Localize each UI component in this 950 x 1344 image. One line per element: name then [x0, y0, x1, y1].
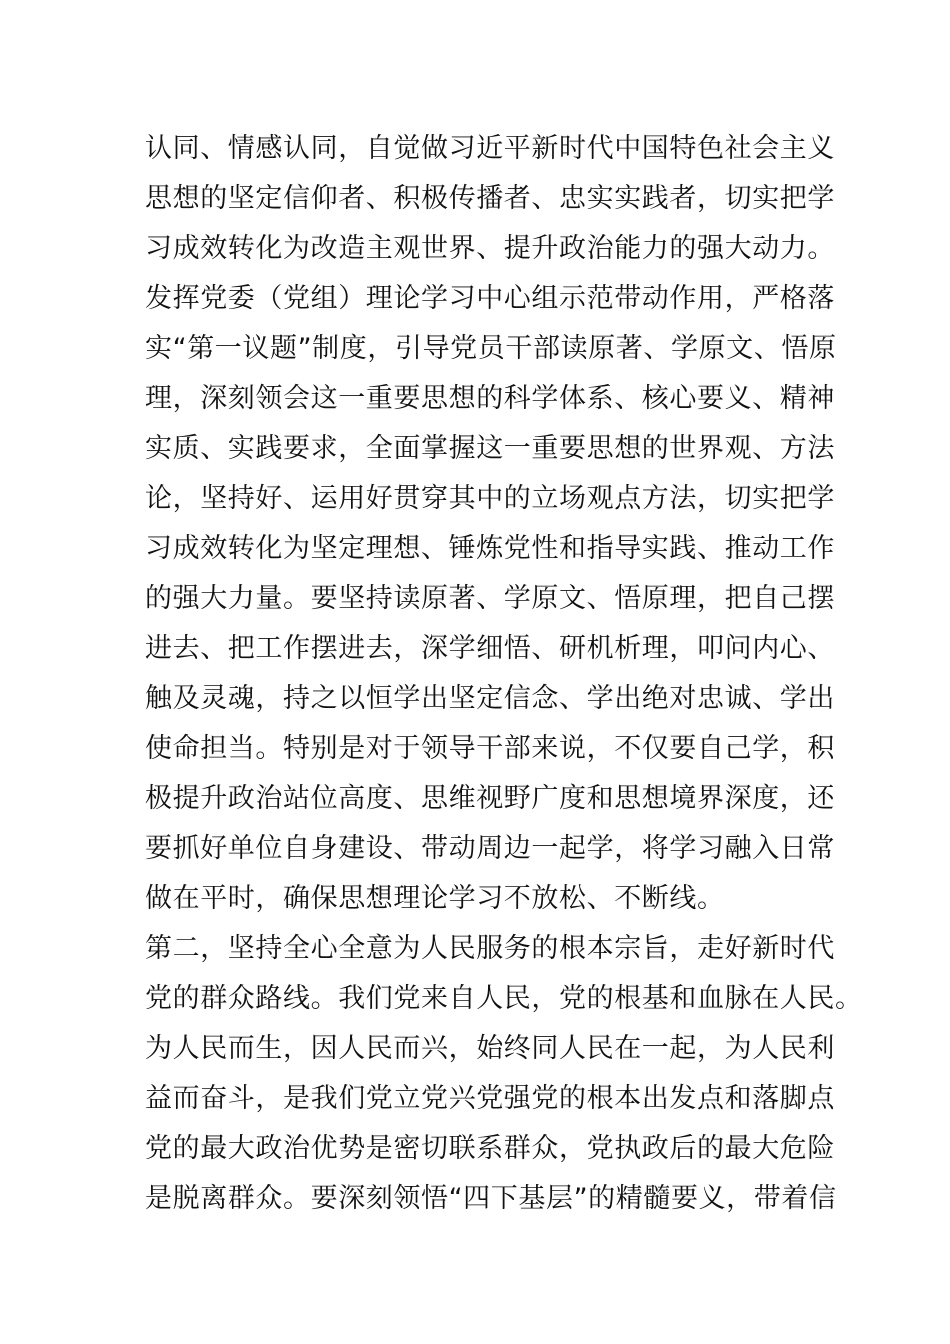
text-line: 要抓好单位自身建设、带动周边一起学，将学习融入日常	[145, 833, 835, 864]
text-line: 思想的坚定信仰者、积极传播者、忠实实践者，切实把学	[145, 183, 835, 214]
text-line: 第二，坚持全心全意为人民服务的根本宗旨，走好新时代	[145, 933, 835, 964]
text-line: 是脱离群众。要深刻领悟“四下基层”的精髓要义，带着信	[145, 1183, 837, 1214]
text-line: 触及灵魂，持之以恒学出坚定信念、学出绝对忠诚、学出	[145, 683, 835, 714]
text-line: 益而奋斗，是我们党立党兴党强党的根本出发点和落脚点	[145, 1083, 835, 1114]
text-line: 论，坚持好、运用好贯穿其中的立场观点方法，切实把学	[145, 483, 835, 514]
text-line: 的强大力量。要坚持读原著、学原文、悟原理，把自己摆	[145, 583, 835, 614]
text-line: 发挥党委（党组）理论学习中心组示范带动作用，严格落	[145, 283, 835, 314]
text-line: 为人民而生，因人民而兴，始终同人民在一起，为人民利	[145, 1033, 835, 1064]
text-line: 认同、情感认同，自觉做习近平新时代中国特色社会主义	[145, 133, 835, 164]
text-line: 理，深刻领会这一重要思想的科学体系、核心要义、精神	[145, 383, 835, 414]
text-line: 习成效转化为改造主观世界、提升政治能力的强大动力。	[145, 233, 835, 264]
text-line: 进去、把工作摆进去，深学细悟、研机析理，叩问内心、	[145, 633, 835, 664]
body-text	[145, 124, 863, 1224]
text-line: 实质、实践要求，全面掌握这一重要思想的世界观、方法	[145, 433, 835, 464]
text-line: 实“第一议题”制度，引导党员干部读原著、学原文、悟原	[145, 333, 837, 364]
text-line: 党的最大政治优势是密切联系群众，党执政后的最大危险	[145, 1133, 835, 1164]
text-line: 极提升政治站位高度、思维视野广度和思想境界深度，还	[145, 783, 835, 814]
text-line: 使命担当。特别是对于领导干部来说，不仅要自己学，积	[145, 733, 835, 764]
text-line: 习成效转化为坚定理想、锤炼党性和指导实践、推动工作	[145, 533, 835, 564]
text-line: 党的群众路线。我们党来自人民，党的根基和血脉在人民。	[145, 983, 863, 1014]
text-line: 做在平时，确保思想理论学习不放松、不断线。	[145, 883, 725, 914]
